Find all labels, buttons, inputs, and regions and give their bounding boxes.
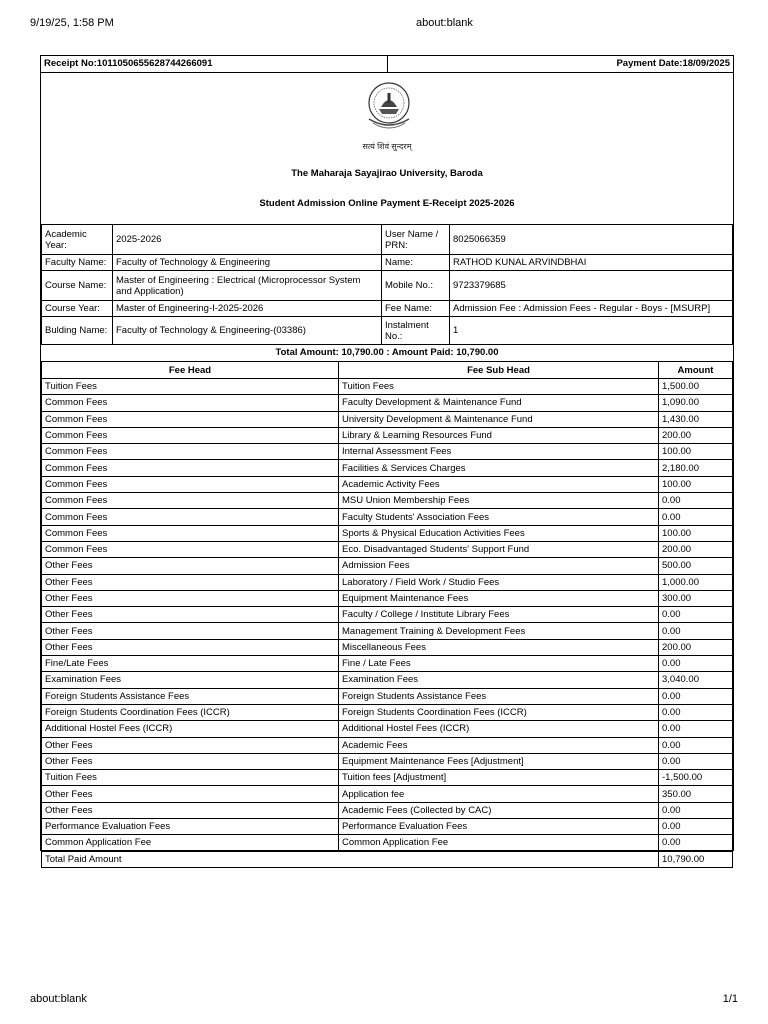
fee-row [42, 656, 733, 672]
fee-row [42, 819, 733, 835]
fee-total-row [42, 851, 733, 867]
fee-head-cell: Other Fees [42, 558, 339, 574]
fee-sub-head-cell: Foreign Students Assistance Fees [339, 688, 659, 704]
fee-sub-head-cell: Academic Fees [339, 737, 659, 753]
fee-amount-cell: 500.00 [659, 558, 733, 574]
receipt-banner [41, 73, 733, 208]
fee-head-cell: Other Fees [42, 574, 339, 590]
fee-sub-head-cell: Performance Evaluation Fees [339, 819, 659, 835]
fee-amount-cell: 0.00 [659, 704, 733, 720]
fee-row [42, 753, 733, 769]
total-paid-amount: 10,790.00 [659, 851, 733, 867]
print-footer-url: about:blank [30, 993, 87, 1005]
fee-sub-head-cell: University Development & Maintenance Fund [339, 411, 659, 427]
mobile-value: 9723379685 [450, 271, 733, 301]
fee-head-cell: Other Fees [42, 737, 339, 753]
fee-head-cell: Other Fees [42, 786, 339, 802]
fee-amount-cell: 100.00 [659, 444, 733, 460]
fee-sub-head-cell: Sports & Physical Education Activities Fees [339, 525, 659, 541]
faculty-label: Faculty Name: [42, 255, 113, 271]
fee-sub-head-cell: Management Training & Development Fees [339, 623, 659, 639]
fee-head-cell: Common Fees [42, 444, 339, 460]
instalment-value: 1 [450, 317, 733, 345]
name-label: Name: [382, 255, 450, 271]
fee-head-cell: Other Fees [42, 802, 339, 818]
fee-sub-head-cell: Faculty Development & Maintenance Fund [339, 395, 659, 411]
fee-amount-cell: 0.00 [659, 623, 733, 639]
fee-row [42, 476, 733, 492]
fee-head-cell: Common Fees [42, 509, 339, 525]
fee-head-cell: Common Fees [42, 493, 339, 509]
fee-row [42, 379, 733, 395]
fee-row [42, 460, 733, 476]
fee-amount-cell: 200.00 [659, 541, 733, 557]
fee-sub-head-cell: Foreign Students Coordination Fees (ICCR) [339, 704, 659, 720]
fee-sub-head-cell: Additional Hostel Fees (ICCR) [339, 721, 659, 737]
fee-row [42, 493, 733, 509]
fee-amount-cell: 0.00 [659, 737, 733, 753]
fee-row [42, 525, 733, 541]
fee-head-cell: Common Fees [42, 541, 339, 557]
fee-amount-cell: 1,000.00 [659, 574, 733, 590]
receipt-number: Receipt No:1011050655628744266091 [44, 58, 213, 69]
fee-sub-head-cell: Eco. Disadvantaged Students' Support Fund [339, 541, 659, 557]
fee-amount-cell: 1,500.00 [659, 379, 733, 395]
fee-amount-cell: 300.00 [659, 590, 733, 606]
payment-date: Payment Date:18/09/2025 [616, 58, 730, 69]
student-info-table [41, 224, 733, 345]
total-amount-summary: Total Amount: 10,790.00 : Amount Paid: 10,790.00 [275, 347, 499, 358]
faculty-value: Faculty of Technology & Engineering [113, 255, 382, 271]
fee-row [42, 737, 733, 753]
academic-year-label: Academic Year: [42, 225, 113, 255]
fee-row [42, 558, 733, 574]
fee-amount-cell: 0.00 [659, 819, 733, 835]
fee-amount-cell: 2,180.00 [659, 460, 733, 476]
fee-sub-head-cell: Library & Learning Resources Fund [339, 427, 659, 443]
fee-head-cell: Examination Fees [42, 672, 339, 688]
fee-head-cell: Other Fees [42, 590, 339, 606]
fee-name-label: Fee Name: [382, 301, 450, 317]
fee-sub-head-cell: Application fee [339, 786, 659, 802]
fee-amount-cell: 100.00 [659, 525, 733, 541]
print-page-title: about:blank [416, 17, 473, 29]
fee-amount-cell: 0.00 [659, 688, 733, 704]
fee-row [42, 427, 733, 443]
fee-head-cell: Foreign Students Assistance Fees [42, 688, 339, 704]
fee-head-cell: Other Fees [42, 753, 339, 769]
fee-sub-head-cell: Admission Fees [339, 558, 659, 574]
print-datetime: 9/19/25, 1:58 PM [30, 17, 114, 29]
fee-row [42, 444, 733, 460]
fee-row [42, 623, 733, 639]
course-value: Master of Engineering : Electrical (Microprocessor System and Application) [113, 271, 382, 301]
fee-amount-cell: 0.00 [659, 835, 733, 851]
fee-row [42, 574, 733, 590]
fee-head-cell: Common Application Fee [42, 835, 339, 851]
fee-head-cell: Common Fees [42, 525, 339, 541]
fee-sub-head-cell: Fine / Late Fees [339, 656, 659, 672]
fee-amount-cell: 0.00 [659, 607, 733, 623]
fee-amount-cell: 1,090.00 [659, 395, 733, 411]
course-year-value: Master of Engineering-I-2025-2026 [113, 301, 382, 317]
fee-amount-cell: 0.00 [659, 802, 733, 818]
fee-name-value: Admission Fee : Admission Fees - Regular - Boys - [MSURP] [450, 301, 733, 317]
fee-amount-cell: -1,500.00 [659, 770, 733, 786]
fee-amount-cell: 1,430.00 [659, 411, 733, 427]
fee-row [42, 786, 733, 802]
mobile-label: Mobile No.: [382, 271, 450, 301]
fee-row [42, 835, 733, 851]
fee-sub-head-cell: Faculty / College / Institute Library Fees [339, 607, 659, 623]
fee-head-cell: Performance Evaluation Fees [42, 819, 339, 835]
fee-row [42, 541, 733, 557]
fee-head-cell: Tuition Fees [42, 770, 339, 786]
instalment-label: Instalment No.: [382, 317, 450, 345]
fee-sub-head-cell: Academic Activity Fees [339, 476, 659, 492]
course-year-label: Course Year: [42, 301, 113, 317]
fee-amount-cell: 0.00 [659, 509, 733, 525]
fee-row [42, 411, 733, 427]
print-footer-page: 1/1 [722, 993, 738, 1005]
fee-rows [42, 379, 733, 852]
fee-head-cell: Common Fees [42, 460, 339, 476]
fee-row [42, 639, 733, 655]
fee-row [42, 672, 733, 688]
fee-sub-head-cell: Tuition fees [Adjustment] [339, 770, 659, 786]
fee-sub-head-cell: Academic Fees (Collected by CAC) [339, 802, 659, 818]
fee-head-cell: Fine/Late Fees [42, 656, 339, 672]
fee-amount-cell: 0.00 [659, 493, 733, 509]
fee-table [41, 361, 733, 868]
fee-head-cell: Tuition Fees [42, 379, 339, 395]
fee-row [42, 704, 733, 720]
fee-amount-cell: 0.00 [659, 753, 733, 769]
fee-head-cell: Foreign Students Coordination Fees (ICCR) [42, 704, 339, 720]
fee-sub-head-header: Fee Sub Head [339, 362, 659, 379]
fee-row [42, 509, 733, 525]
fee-row [42, 688, 733, 704]
name-value: RATHOD KUNAL ARVINDBHAI [450, 255, 733, 271]
user-value: 8025066359 [450, 225, 733, 255]
fee-row [42, 770, 733, 786]
fee-sub-head-cell: Tuition Fees [339, 379, 659, 395]
info-row [42, 225, 733, 255]
fee-amount-cell: 0.00 [659, 656, 733, 672]
fee-row [42, 590, 733, 606]
fee-sub-head-cell: Miscellaneous Fees [339, 639, 659, 655]
receipt-sheet [40, 55, 734, 865]
info-row [42, 301, 733, 317]
fee-head-cell: Common Fees [42, 411, 339, 427]
university-motto: सत्यं शिवं सुन्दरम् [362, 142, 412, 151]
user-label: User Name / PRN: [382, 225, 450, 255]
fee-sub-head-cell: Faculty Students' Association Fees [339, 509, 659, 525]
fee-amount-cell: 200.00 [659, 427, 733, 443]
course-label: Course Name: [42, 271, 113, 301]
fee-head-header: Fee Head [42, 362, 339, 379]
fee-head-cell: Additional Hostel Fees (ICCR) [42, 721, 339, 737]
fee-row [42, 395, 733, 411]
receipt-bar-divider [387, 56, 388, 72]
fee-table-header [42, 362, 733, 379]
fee-head-cell: Common Fees [42, 427, 339, 443]
receipt-title: Student Admission Online Payment E-Receipt 2025-2026 [259, 198, 515, 209]
fee-amount-cell: 3,040.00 [659, 672, 733, 688]
fee-amount-cell: 0.00 [659, 721, 733, 737]
fee-head-cell: Common Fees [42, 476, 339, 492]
amount-header: Amount [659, 362, 733, 379]
info-row [42, 271, 733, 301]
fee-head-cell: Other Fees [42, 639, 339, 655]
university-name: The Maharaja Sayajirao University, Baroda [291, 168, 483, 179]
fee-amount-cell: 350.00 [659, 786, 733, 802]
fee-amount-cell: 100.00 [659, 476, 733, 492]
fee-row [42, 802, 733, 818]
fee-amount-cell: 200.00 [659, 639, 733, 655]
fee-row [42, 607, 733, 623]
total-paid-label: Total Paid Amount [42, 851, 659, 867]
fee-head-cell: Other Fees [42, 623, 339, 639]
receipt-bar [41, 56, 733, 73]
fee-sub-head-cell: Equipment Maintenance Fees [Adjustment] [339, 753, 659, 769]
info-row [42, 317, 733, 345]
building-label: Bulding Name: [42, 317, 113, 345]
info-row [42, 255, 733, 271]
fee-sub-head-cell: MSU Union Membership Fees [339, 493, 659, 509]
fee-sub-head-cell: Equipment Maintenance Fees [339, 590, 659, 606]
university-seal-icon [359, 79, 419, 135]
fee-row [42, 721, 733, 737]
fee-head-cell: Common Fees [42, 395, 339, 411]
fee-sub-head-cell: Laboratory / Field Work / Studio Fees [339, 574, 659, 590]
fee-sub-head-cell: Examination Fees [339, 672, 659, 688]
fee-sub-head-cell: Facilities & Services Charges [339, 460, 659, 476]
fee-sub-head-cell: Internal Assessment Fees [339, 444, 659, 460]
fee-head-cell: Other Fees [42, 607, 339, 623]
academic-year-value: 2025-2026 [113, 225, 382, 255]
fee-sub-head-cell: Common Application Fee [339, 835, 659, 851]
building-value: Faculty of Technology & Engineering-(03386) [113, 317, 382, 345]
